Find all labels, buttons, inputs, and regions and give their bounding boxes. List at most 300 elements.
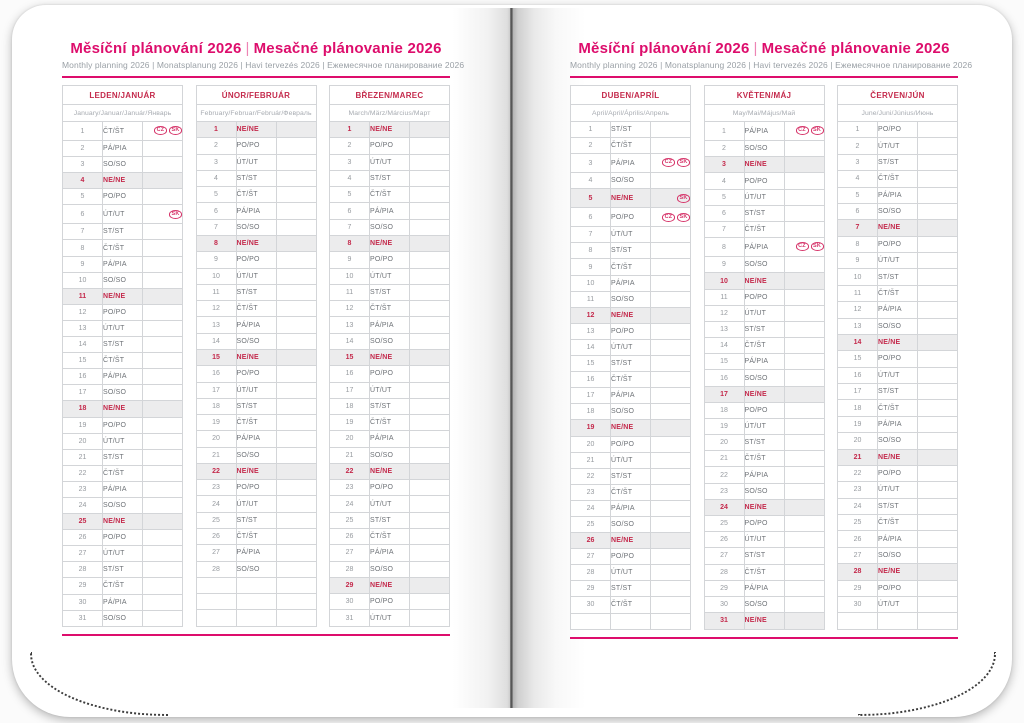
day-number: 28 bbox=[704, 564, 744, 580]
day-number: 17 bbox=[63, 385, 103, 401]
title-divider: | bbox=[753, 40, 758, 57]
month-name: LEDEN/JANUÁR bbox=[63, 86, 183, 105]
day-number: 18 bbox=[704, 402, 744, 418]
empty-row bbox=[838, 613, 958, 629]
notes-cell bbox=[143, 122, 183, 141]
notes-cell bbox=[918, 367, 958, 383]
notes-cell bbox=[784, 141, 824, 157]
day-abbrev: ČT/ŠT bbox=[878, 171, 918, 187]
day-abbrev: SO/SO bbox=[878, 433, 918, 449]
day-abbrev: PÁ/PIA bbox=[744, 238, 784, 257]
day-row bbox=[704, 402, 824, 418]
day-number: 16 bbox=[63, 369, 103, 385]
day-row bbox=[63, 449, 183, 465]
day-row bbox=[330, 235, 450, 251]
day-row bbox=[63, 369, 183, 385]
notes-cell bbox=[784, 173, 824, 189]
day-row bbox=[330, 496, 450, 512]
day-row bbox=[196, 219, 316, 235]
day-abbrev: NE/NE bbox=[103, 514, 143, 530]
day-number: 15 bbox=[571, 356, 611, 372]
day-row bbox=[196, 122, 316, 138]
month-name: ÚNOR/FEBRUÁR bbox=[196, 86, 316, 105]
day-abbrev: ST/ST bbox=[370, 284, 410, 300]
day-row bbox=[330, 431, 450, 447]
notes-cell bbox=[276, 463, 316, 479]
day-row bbox=[571, 259, 691, 275]
month-languages: March/März/Március/Март bbox=[330, 105, 450, 122]
empty-cell bbox=[196, 610, 236, 626]
notes-cell bbox=[784, 189, 824, 205]
day-number: 27 bbox=[571, 549, 611, 565]
day-abbrev: ÚT/UT bbox=[103, 320, 143, 336]
day-row bbox=[838, 515, 958, 531]
day-row bbox=[571, 436, 691, 452]
day-abbrev: NE/NE bbox=[611, 307, 651, 323]
notes-cell bbox=[651, 581, 691, 597]
day-abbrev: PO/PO bbox=[236, 480, 276, 496]
day-abbrev: ÚT/UT bbox=[236, 154, 276, 170]
day-row bbox=[63, 385, 183, 401]
day-number: 29 bbox=[330, 577, 370, 593]
notes-cell bbox=[143, 240, 183, 256]
day-number: 22 bbox=[571, 468, 611, 484]
month-name-row bbox=[571, 86, 691, 105]
day-number: 9 bbox=[571, 259, 611, 275]
day-abbrev: PO/PO bbox=[103, 304, 143, 320]
notes-cell bbox=[651, 259, 691, 275]
day-row bbox=[704, 386, 824, 402]
month-languages-row bbox=[704, 105, 824, 122]
day-abbrev: PO/PO bbox=[103, 189, 143, 205]
day-abbrev: SO/SO bbox=[236, 219, 276, 235]
month-languages: February/Februar/Február/Февраль bbox=[196, 105, 316, 122]
day-row bbox=[63, 530, 183, 546]
notes-cell bbox=[784, 499, 824, 515]
day-row bbox=[330, 529, 450, 545]
notes-cell bbox=[276, 415, 316, 431]
notes-cell bbox=[784, 548, 824, 564]
day-abbrev: ÚT/UT bbox=[878, 138, 918, 154]
day-number: 8 bbox=[63, 240, 103, 256]
day-number: 26 bbox=[571, 533, 611, 549]
day-row bbox=[196, 529, 316, 545]
notes-cell bbox=[784, 122, 824, 141]
title-slovak: Mesačné plánovanie 2026 bbox=[761, 40, 950, 57]
title-slovak: Mesačné plánovanie 2026 bbox=[253, 40, 442, 57]
day-number: 25 bbox=[838, 515, 878, 531]
notes-cell bbox=[410, 301, 450, 317]
day-row bbox=[196, 154, 316, 170]
sk-holiday-badge: SK bbox=[677, 213, 690, 222]
day-row bbox=[838, 334, 958, 350]
day-abbrev: SO/SO bbox=[611, 404, 651, 420]
day-row bbox=[704, 499, 824, 515]
day-abbrev: NE/NE bbox=[370, 463, 410, 479]
day-row bbox=[838, 236, 958, 252]
notes-cell bbox=[784, 435, 824, 451]
day-row bbox=[704, 532, 824, 548]
day-row bbox=[196, 415, 316, 431]
day-row bbox=[838, 400, 958, 416]
day-row bbox=[63, 173, 183, 189]
day-row bbox=[330, 301, 450, 317]
day-number: 16 bbox=[838, 367, 878, 383]
notes-cell bbox=[784, 580, 824, 596]
day-abbrev: ÚT/UT bbox=[611, 452, 651, 468]
day-abbrev: PÁ/PIA bbox=[611, 154, 651, 173]
day-abbrev: ST/ST bbox=[611, 581, 651, 597]
notes-cell bbox=[784, 221, 824, 237]
month-languages: May/Mai/Május/Май bbox=[704, 105, 824, 122]
day-row bbox=[63, 514, 183, 530]
day-number: 12 bbox=[63, 304, 103, 320]
day-number: 4 bbox=[838, 171, 878, 187]
notes-cell bbox=[276, 561, 316, 577]
day-row bbox=[838, 302, 958, 318]
day-number: 27 bbox=[330, 545, 370, 561]
day-row bbox=[838, 384, 958, 400]
day-row bbox=[838, 498, 958, 514]
day-row bbox=[571, 533, 691, 549]
day-number: 18 bbox=[838, 400, 878, 416]
empty-cell bbox=[196, 577, 236, 593]
day-abbrev: ÚT/UT bbox=[611, 565, 651, 581]
month-calendar bbox=[704, 85, 825, 630]
notes-cell bbox=[918, 285, 958, 301]
day-abbrev: SO/SO bbox=[744, 257, 784, 273]
day-abbrev: SO/SO bbox=[103, 157, 143, 173]
month-calendar bbox=[196, 85, 317, 627]
day-number: 25 bbox=[63, 514, 103, 530]
day-row bbox=[63, 189, 183, 205]
day-number: 2 bbox=[330, 138, 370, 154]
day-abbrev: NE/NE bbox=[370, 122, 410, 138]
day-row bbox=[838, 154, 958, 170]
day-row bbox=[838, 547, 958, 563]
day-row bbox=[704, 157, 824, 173]
day-number: 16 bbox=[196, 366, 236, 382]
cz-holiday-badge: CZ bbox=[154, 126, 167, 135]
day-abbrev: SO/SO bbox=[236, 333, 276, 349]
day-number: 28 bbox=[196, 561, 236, 577]
notes-cell bbox=[143, 256, 183, 272]
day-abbrev: SO/SO bbox=[744, 596, 784, 612]
notes-cell bbox=[410, 317, 450, 333]
day-row bbox=[330, 154, 450, 170]
month-languages: June/Juni/Június/Июнь bbox=[838, 105, 958, 122]
day-row bbox=[63, 141, 183, 157]
day-abbrev: ÚT/UT bbox=[370, 610, 410, 626]
day-number: 12 bbox=[571, 307, 611, 323]
notes-cell bbox=[651, 565, 691, 581]
notes-cell bbox=[651, 452, 691, 468]
notes-cell bbox=[143, 481, 183, 497]
day-number: 13 bbox=[571, 323, 611, 339]
notes-cell bbox=[276, 447, 316, 463]
day-abbrev: ČT/ŠT bbox=[370, 415, 410, 431]
day-number: 7 bbox=[571, 227, 611, 243]
day-number: 4 bbox=[704, 173, 744, 189]
day-row bbox=[63, 546, 183, 562]
notes-cell bbox=[784, 321, 824, 337]
day-number: 13 bbox=[63, 320, 103, 336]
month-name-row bbox=[838, 86, 958, 105]
day-number: 6 bbox=[838, 203, 878, 219]
day-abbrev: SO/SO bbox=[878, 547, 918, 563]
day-number: 24 bbox=[838, 498, 878, 514]
day-row bbox=[63, 417, 183, 433]
day-number: 19 bbox=[196, 415, 236, 431]
day-abbrev: ČT/ŠT bbox=[103, 578, 143, 594]
day-row bbox=[330, 382, 450, 398]
day-number: 19 bbox=[63, 417, 103, 433]
notes-cell bbox=[918, 547, 958, 563]
day-row bbox=[571, 404, 691, 420]
day-abbrev: PO/PO bbox=[370, 366, 410, 382]
notes-cell bbox=[410, 187, 450, 203]
day-number: 8 bbox=[330, 235, 370, 251]
notes-cell bbox=[276, 219, 316, 235]
day-abbrev: SO/SO bbox=[370, 219, 410, 235]
day-row bbox=[704, 580, 824, 596]
notes-cell bbox=[651, 533, 691, 549]
notes-cell bbox=[410, 235, 450, 251]
day-number: 14 bbox=[330, 333, 370, 349]
day-row bbox=[571, 154, 691, 173]
notes-cell bbox=[651, 500, 691, 516]
day-number: 26 bbox=[196, 529, 236, 545]
month-calendar bbox=[570, 85, 691, 630]
day-row bbox=[704, 122, 824, 141]
day-abbrev: ČT/ŠT bbox=[744, 221, 784, 237]
month-name-row bbox=[63, 86, 183, 105]
day-abbrev: ST/ST bbox=[103, 562, 143, 578]
notes-cell bbox=[784, 418, 824, 434]
day-number: 25 bbox=[704, 516, 744, 532]
day-number: 17 bbox=[838, 384, 878, 400]
day-abbrev: ČT/ŠT bbox=[370, 529, 410, 545]
day-number: 23 bbox=[704, 483, 744, 499]
day-abbrev: ST/ST bbox=[103, 337, 143, 353]
day-number: 22 bbox=[704, 467, 744, 483]
day-row bbox=[838, 171, 958, 187]
notes-cell bbox=[918, 334, 958, 350]
day-row bbox=[196, 561, 316, 577]
month-name-row bbox=[704, 86, 824, 105]
notes-cell bbox=[410, 366, 450, 382]
month-name: BŘEZEN/MAREC bbox=[330, 86, 450, 105]
day-number: 21 bbox=[330, 447, 370, 463]
day-row bbox=[196, 545, 316, 561]
day-row bbox=[63, 594, 183, 610]
bottom-rule bbox=[62, 634, 450, 636]
notes-cell bbox=[918, 351, 958, 367]
day-abbrev: ST/ST bbox=[611, 356, 651, 372]
notes-cell bbox=[784, 205, 824, 221]
notes-cell bbox=[651, 597, 691, 613]
day-abbrev: ČT/ŠT bbox=[744, 564, 784, 580]
day-number: 3 bbox=[63, 157, 103, 173]
day-abbrev: PÁ/PIA bbox=[611, 500, 651, 516]
day-row bbox=[838, 465, 958, 481]
day-abbrev: ST/ST bbox=[878, 269, 918, 285]
day-abbrev: PÁ/PIA bbox=[236, 203, 276, 219]
day-row bbox=[330, 561, 450, 577]
notes-cell bbox=[410, 480, 450, 496]
day-row bbox=[571, 243, 691, 259]
notes-cell bbox=[276, 398, 316, 414]
notes-cell bbox=[784, 273, 824, 289]
day-number: 17 bbox=[330, 382, 370, 398]
day-abbrev: SO/SO bbox=[103, 610, 143, 626]
day-number: 10 bbox=[330, 268, 370, 284]
day-row bbox=[330, 268, 450, 284]
notes-cell bbox=[276, 431, 316, 447]
page-title bbox=[570, 40, 958, 57]
day-row bbox=[704, 141, 824, 157]
day-row bbox=[63, 256, 183, 272]
day-row bbox=[838, 433, 958, 449]
day-number: 3 bbox=[330, 154, 370, 170]
day-abbrev: ČT/ŠT bbox=[878, 515, 918, 531]
day-row bbox=[330, 252, 450, 268]
notes-cell bbox=[410, 594, 450, 610]
day-row bbox=[330, 463, 450, 479]
empty-cell bbox=[236, 577, 276, 593]
day-row bbox=[571, 581, 691, 597]
notes-cell bbox=[651, 275, 691, 291]
notes-cell bbox=[918, 269, 958, 285]
day-abbrev: ÚT/UT bbox=[103, 433, 143, 449]
empty-cell bbox=[276, 594, 316, 610]
day-number: 22 bbox=[196, 463, 236, 479]
title-divider: | bbox=[245, 40, 250, 57]
month-languages-row bbox=[330, 105, 450, 122]
cz-holiday-badge: CZ bbox=[796, 126, 809, 135]
notes-cell bbox=[651, 307, 691, 323]
day-abbrev: PÁ/PIA bbox=[370, 203, 410, 219]
day-number: 22 bbox=[838, 465, 878, 481]
notes-cell bbox=[651, 484, 691, 500]
day-row bbox=[571, 208, 691, 227]
day-abbrev: ÚT/UT bbox=[878, 482, 918, 498]
day-number: 1 bbox=[63, 122, 103, 141]
day-abbrev: NE/NE bbox=[744, 273, 784, 289]
day-abbrev: ČT/ŠT bbox=[236, 301, 276, 317]
notes-cell bbox=[784, 257, 824, 273]
day-abbrev: SO/SO bbox=[611, 516, 651, 532]
empty-row bbox=[196, 577, 316, 593]
notes-cell bbox=[276, 333, 316, 349]
notes-cell bbox=[651, 388, 691, 404]
day-abbrev: ST/ST bbox=[236, 284, 276, 300]
notes-cell bbox=[918, 122, 958, 138]
day-abbrev: SO/SO bbox=[103, 385, 143, 401]
day-row bbox=[63, 224, 183, 240]
day-number: 16 bbox=[330, 366, 370, 382]
sk-holiday-badge: SK bbox=[169, 210, 182, 219]
day-number: 28 bbox=[63, 562, 103, 578]
day-number: 11 bbox=[196, 284, 236, 300]
empty-cell bbox=[236, 610, 276, 626]
day-number: 11 bbox=[838, 285, 878, 301]
day-number: 2 bbox=[704, 141, 744, 157]
notes-cell bbox=[784, 564, 824, 580]
day-abbrev: ÚT/UT bbox=[370, 382, 410, 398]
day-row bbox=[330, 480, 450, 496]
notes-cell bbox=[918, 482, 958, 498]
month-languages-row bbox=[838, 105, 958, 122]
day-row bbox=[571, 307, 691, 323]
day-number: 27 bbox=[196, 545, 236, 561]
day-abbrev: PO/PO bbox=[370, 480, 410, 496]
day-number: 28 bbox=[330, 561, 370, 577]
day-row bbox=[63, 304, 183, 320]
day-row bbox=[838, 367, 958, 383]
day-abbrev: ST/ST bbox=[744, 435, 784, 451]
day-row bbox=[330, 317, 450, 333]
day-row bbox=[838, 416, 958, 432]
notes-cell bbox=[276, 187, 316, 203]
empty-cell bbox=[838, 613, 878, 629]
notes-cell bbox=[651, 436, 691, 452]
day-abbrev: ST/ST bbox=[236, 398, 276, 414]
day-abbrev: PO/PO bbox=[878, 351, 918, 367]
day-abbrev: NE/NE bbox=[236, 463, 276, 479]
notes-cell bbox=[651, 189, 691, 208]
day-row bbox=[704, 173, 824, 189]
day-abbrev: NE/NE bbox=[236, 122, 276, 138]
day-abbrev: ČT/ŠT bbox=[878, 400, 918, 416]
day-number: 15 bbox=[196, 349, 236, 365]
notes-cell bbox=[276, 480, 316, 496]
notes-cell bbox=[276, 154, 316, 170]
day-number: 9 bbox=[704, 257, 744, 273]
day-number: 20 bbox=[196, 431, 236, 447]
notes-cell bbox=[918, 138, 958, 154]
notes-cell bbox=[143, 514, 183, 530]
day-row bbox=[196, 235, 316, 251]
day-abbrev: ST/ST bbox=[236, 170, 276, 186]
day-row bbox=[571, 173, 691, 189]
day-abbrev: SO/SO bbox=[878, 318, 918, 334]
day-number: 28 bbox=[571, 565, 611, 581]
day-number: 9 bbox=[838, 253, 878, 269]
day-number: 18 bbox=[330, 398, 370, 414]
day-number: 18 bbox=[63, 401, 103, 417]
day-abbrev: PO/PO bbox=[878, 122, 918, 138]
notes-cell bbox=[143, 157, 183, 173]
notes-cell bbox=[651, 208, 691, 227]
notes-cell bbox=[410, 545, 450, 561]
day-number: 19 bbox=[704, 418, 744, 434]
day-row bbox=[838, 318, 958, 334]
day-abbrev: SO/SO bbox=[370, 561, 410, 577]
day-number: 22 bbox=[63, 465, 103, 481]
sk-holiday-badge: SK bbox=[677, 158, 690, 167]
day-row bbox=[63, 272, 183, 288]
day-row bbox=[571, 597, 691, 613]
notes-cell bbox=[276, 545, 316, 561]
day-number: 26 bbox=[63, 530, 103, 546]
day-number: 11 bbox=[571, 291, 611, 307]
day-abbrev: ÚT/UT bbox=[236, 268, 276, 284]
day-number: 9 bbox=[330, 252, 370, 268]
day-row bbox=[704, 564, 824, 580]
day-row bbox=[63, 157, 183, 173]
day-row bbox=[838, 138, 958, 154]
